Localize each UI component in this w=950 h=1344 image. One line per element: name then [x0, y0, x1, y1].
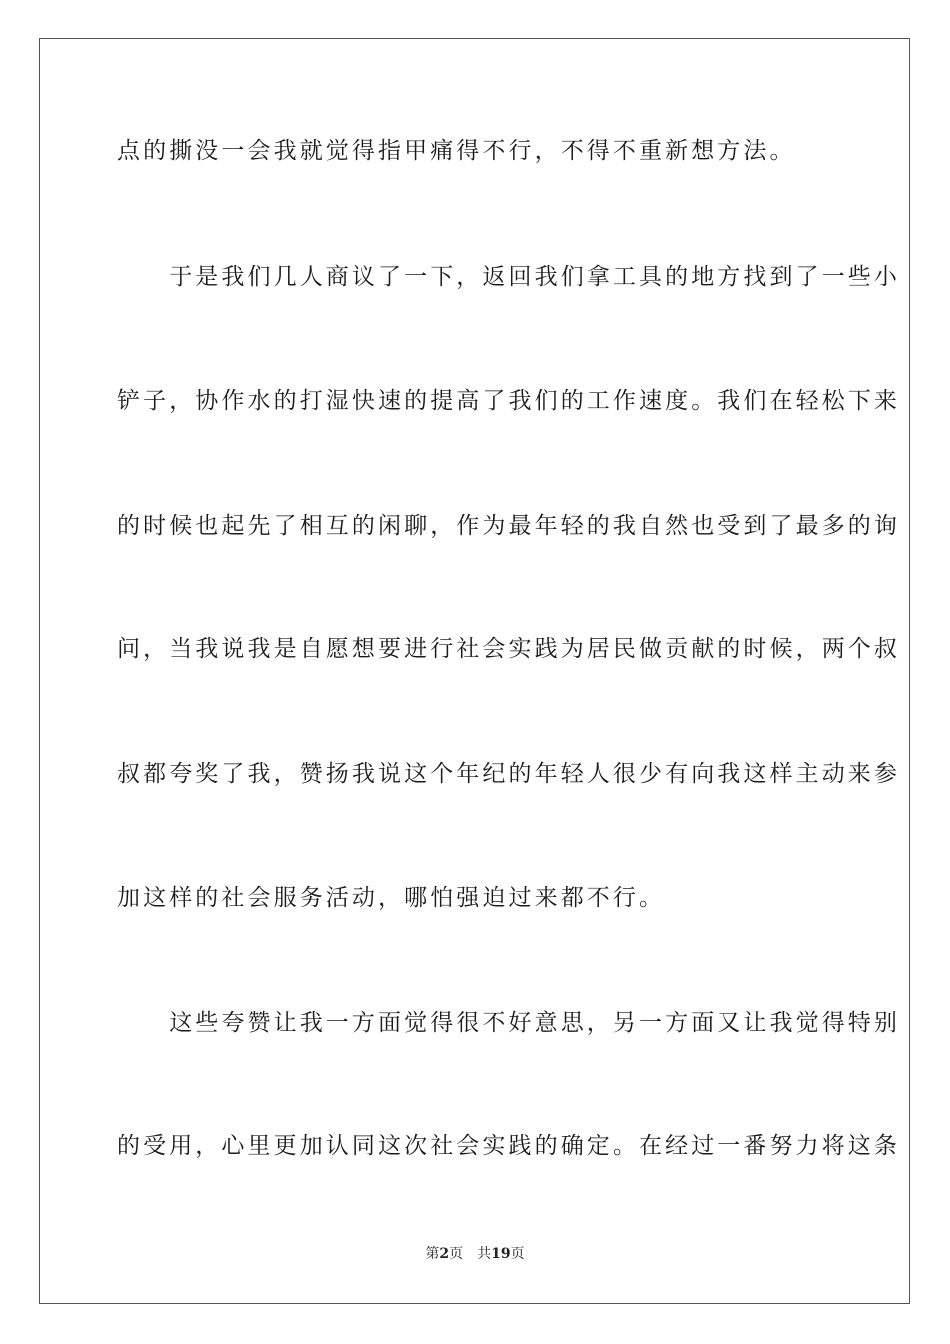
- paragraph-line-9: 的受用，心里更加认同这次社会实践的确定。在经过一番努力将这条: [117, 1133, 900, 1159]
- paragraph-line-3: 铲子，协作水的打湿快速的提高了我们的工作速度。我们在轻松下来: [117, 388, 900, 414]
- page-border: [39, 38, 910, 1304]
- paragraph-line-8: 这些夸赞让我一方面觉得很不好意思，另一方面又让我觉得特别: [117, 1010, 900, 1036]
- page-number-current: 2: [439, 1246, 450, 1262]
- page-total-suffix: 页: [510, 1246, 525, 1262]
- page-footer: [0, 1245, 950, 1263]
- page-total-count: 19: [491, 1246, 511, 1262]
- page-number-prefix: 第: [425, 1246, 440, 1262]
- paragraph-line-4: 的时候也起先了相互的闲聊，作为最年轻的我自然也受到了最多的询: [117, 513, 900, 539]
- paragraph-line-1: 点的撕没一会我就觉得指甲痛得不行，不得不重新想方法。: [117, 138, 796, 164]
- paragraph-line-6: 叔都夸奖了我，赞扬我说这个年纪的年轻人很少有向我这样主动来参: [117, 761, 900, 787]
- paragraph-line-2: 于是我们几人商议了一下，返回我们拿工具的地方找到了一些小: [117, 264, 900, 290]
- paragraph-line-5: 问，当我说我是自愿想要进行社会实践为居民做贡献的时候，两个叔: [117, 636, 900, 662]
- page-number-suffix: 页: [449, 1246, 464, 1262]
- page-total-prefix: 共: [477, 1246, 492, 1262]
- paragraph-line-7: 加这样的社会服务活动，哪怕强迫过来都不行。: [117, 885, 666, 911]
